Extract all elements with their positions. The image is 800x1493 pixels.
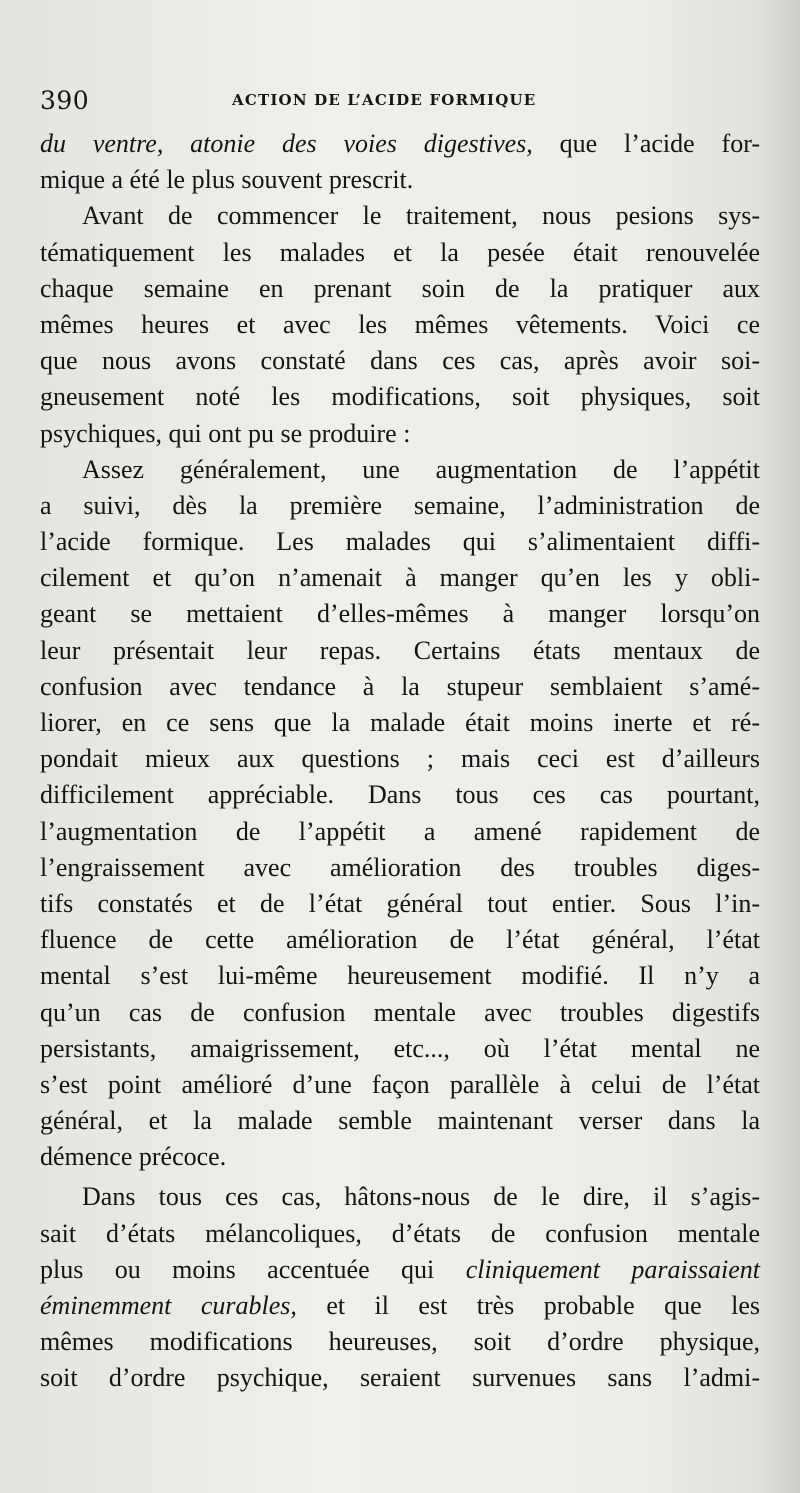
text-line: soit d’ordre psychique, seraient survenues sans l’admi- bbox=[40, 1363, 760, 1393]
text-line: chaque semaine en prenant soin de la pratiquer aux bbox=[40, 273, 760, 303]
paragraph-start: Dans tous ces cas, hâtons-nous de le dire, il s’agis- bbox=[82, 1182, 760, 1212]
page-edge-shadow bbox=[760, 0, 800, 1493]
running-title: ACTION DE L’ACIDE FORMIQUE bbox=[232, 91, 537, 109]
text-line: sait d’états mélancoliques, d’états de confusion mentale bbox=[40, 1218, 760, 1248]
text-line: que nous avons constaté dans ces cas, après avoir soi- bbox=[40, 346, 760, 376]
body-text bbox=[40, 126, 760, 1397]
italic-phrase: éminemment curables, bbox=[40, 1291, 297, 1320]
text-line: leur présentait leur repas. Certains états mentaux de bbox=[40, 635, 760, 665]
text-line: tématiquement les malades et la pesée était renouvelée bbox=[40, 237, 760, 267]
text-line: général, et la malade semble maintenant verser dans la bbox=[40, 1106, 760, 1136]
text-line: pondait mieux aux questions ; mais ceci est d’ailleurs bbox=[40, 744, 760, 774]
text-line: tifs constatés et de l’état général tout entier. Sous l’in- bbox=[40, 888, 760, 918]
text-line: a suivi, dès la première semaine, l’administration de bbox=[40, 490, 760, 520]
text-line: l’augmentation de l’appétit a amené rapidement de bbox=[40, 816, 760, 846]
text-line: liorer, en ce sens que la malade était moins inerte et ré- bbox=[40, 708, 760, 737]
page-header bbox=[40, 86, 760, 116]
page-number: 390 bbox=[40, 86, 90, 115]
text-line: éminemment curables, et il est très probable que les bbox=[40, 1291, 760, 1320]
text-line: plus ou moins accentuée qui cliniquement paraissaient bbox=[40, 1254, 760, 1284]
paragraph-start: Assez généralement, une augmentation de l’appétit bbox=[82, 454, 760, 484]
text-line: mêmes modifications heureuses, soit d’ordre physique, bbox=[40, 1327, 760, 1357]
text-line: difficilement appréciable. Dans tous ces cas pourtant, bbox=[40, 780, 760, 810]
text-line: du ventre, atonie des voies digestives, que l’acide for- bbox=[40, 129, 760, 158]
text-line: fluence de cette amélioration de l’état général, l’état bbox=[40, 925, 760, 955]
text-line: confusion avec tendance à la stupeur semblaient s’amé- bbox=[40, 671, 760, 701]
text-line: mental s’est lui-même heureusement modifié. Il n’y a bbox=[40, 961, 760, 991]
paragraph-start: Avant de commencer le traitement, nous pesions sys- bbox=[82, 201, 760, 231]
text-line: démence précoce. bbox=[40, 1142, 227, 1172]
text-line: mique a été le plus souvent prescrit. bbox=[40, 165, 414, 195]
text-line: persistants, amaigrissement, etc..., où l’état mental ne bbox=[40, 1033, 760, 1063]
text-line: psychiques, qui ont pu se produire : bbox=[40, 418, 411, 448]
text-line: l’acide formique. Les malades qui s’alimentaient diffi- bbox=[40, 527, 760, 557]
text-line: mêmes heures et avec les mêmes vêtements. Voici ce bbox=[40, 309, 760, 339]
text-line: l’engraissement avec amélioration des troubles diges- bbox=[40, 852, 760, 882]
text-line: qu’un cas de confusion mentale avec troubles digestifs bbox=[40, 997, 760, 1027]
italic-phrase: du ventre, atonie des voies digestives, bbox=[40, 129, 533, 158]
text-line: gneusement noté les modifications, soit physiques, soit bbox=[40, 382, 760, 412]
text-line: geant se mettaient d’elles-mêmes à manger lorsqu’on bbox=[40, 599, 760, 629]
text-line: cilement et qu’on n’amenait à manger qu’en les y obli- bbox=[40, 563, 760, 593]
italic-phrase: cliniquement paraissaient bbox=[465, 1254, 760, 1284]
text-line: s’est point amélioré d’une façon parallèle à celui de l’état bbox=[40, 1069, 760, 1099]
